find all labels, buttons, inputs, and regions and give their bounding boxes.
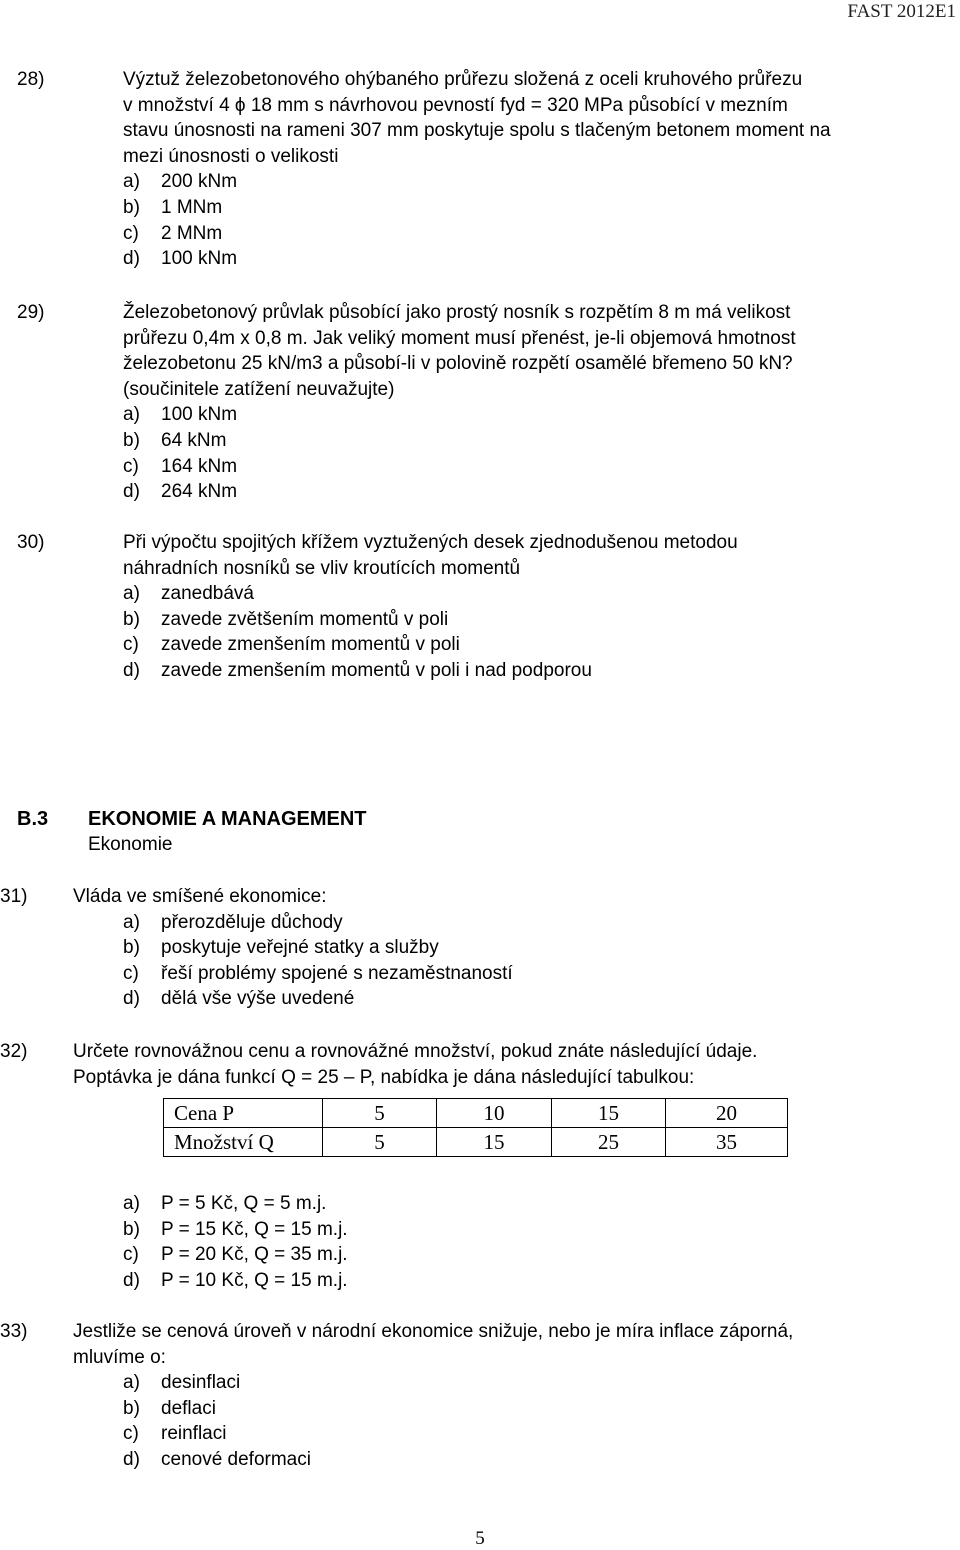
question-text-line: stavu únosnosti na rameni 307 mm poskytuje spolu s tlačeným betonem moment na	[123, 120, 831, 142]
question-body	[73, 1039, 757, 1090]
question-body	[73, 1319, 793, 1473]
answer-option-d: d) cenové deformaci	[123, 1448, 311, 1470]
answer-option-c: c) řeší problémy spojené s nezaměstnaností	[123, 962, 513, 984]
answer-option-a: a) 100 kNm	[123, 404, 238, 426]
question-body	[73, 884, 513, 1012]
answer-option-b: b) poskytuje veřejné statky a služby	[123, 937, 439, 959]
answer-option-c: c) P = 20 Kč, Q = 35 m.j.	[123, 1244, 348, 1266]
question-text-line: Při výpočtu spojitých křížem vyztužených desek zjednodušenou metodou	[123, 532, 738, 553]
table-row	[164, 1099, 788, 1128]
subsection-title: Ekonomie	[88, 834, 173, 855]
page-number: 5	[475, 1528, 485, 1549]
question-text-line: (součinitele zatížení neuvažujte)	[123, 378, 395, 400]
answer-option-a: a) 200 kNm	[123, 171, 238, 193]
answer-option-b: b) P = 15 Kč, Q = 15 m.j.	[123, 1218, 348, 1240]
question-32-options	[123, 1191, 823, 1293]
question-text-line: náhradních nosníků se vliv kroutících momentů	[123, 557, 521, 579]
answer-option-b: b) 64 kNm	[123, 429, 227, 451]
question-number: 28)	[17, 69, 45, 90]
table-cell: 15	[437, 1128, 552, 1157]
question-text-line: mezi únosnosti o velikosti	[123, 145, 339, 167]
question-text-line: v množství 4 ϕ 18 mm s návrhovou pevností fyd = 320 MPa působící v mezním	[123, 94, 788, 116]
table-cell: 35	[666, 1128, 788, 1157]
table-cell: 10	[437, 1099, 552, 1128]
table-cell: 5	[323, 1128, 437, 1157]
question-text-line: železobetonu 25 kN/m3 a působí-li v polovině rozpětí osamělé břemeno 50 kN?	[123, 353, 793, 375]
question-text-line: Železobetonový průvlak působící jako prostý nosník s rozpětím 8 m má velikost	[123, 302, 791, 323]
answer-option-d: d) zavede zmenšením momentů v poli i nad podporou	[123, 659, 592, 681]
question-number: 32)	[0, 1041, 28, 1062]
answer-option-d: d) 264 kNm	[123, 481, 238, 503]
question-text-line: průřezu 0,4m x 0,8 m. Jak veliký moment musí přenést, je-li objemová hmotnost	[123, 327, 796, 349]
question-text-line: mluvíme o:	[73, 1346, 166, 1368]
supply-table	[163, 1098, 788, 1157]
table-row-label: Cena P	[164, 1099, 323, 1128]
table-cell: 5	[323, 1099, 437, 1128]
table-row	[164, 1128, 788, 1157]
table-cell: 25	[552, 1128, 666, 1157]
table-row-label: Množství Q	[164, 1128, 323, 1157]
question-text-line: Vláda ve smíšené ekonomice:	[73, 886, 327, 907]
table-cell: 20	[666, 1099, 788, 1128]
answer-option-b: b) deflaci	[123, 1397, 216, 1419]
question-text-line: Jestliže se cenová úroveň v národní ekonomice snižuje, nebo je míra inflace záporná,	[73, 1321, 794, 1342]
answer-option-d: d) P = 10 Kč, Q = 15 m.j.	[123, 1269, 348, 1291]
answer-option-c: c) reinflaci	[123, 1423, 227, 1445]
answer-option-a: a) P = 5 Kč, Q = 5 m.j.	[123, 1193, 327, 1214]
answer-option-a: a) desinflaci	[123, 1372, 241, 1394]
question-number: 30)	[17, 532, 45, 553]
answer-option-c: c) 164 kNm	[123, 455, 238, 477]
question-body	[123, 530, 738, 684]
answer-option-b: b) zavede zvětšením momentů v poli	[123, 608, 449, 630]
question-text-line: Poptávka je dána funkcí Q = 25 – P, nabídka je dána následující tabulkou:	[73, 1066, 695, 1088]
question-body	[123, 67, 831, 272]
section-title: EKONOMIE A MANAGEMENT	[88, 808, 367, 830]
question-text-line: Výztuž železobetonového ohýbaného průřezu složená z oceli kruhového průřezu	[123, 69, 803, 90]
answer-option-b: b) 1 MNm	[123, 196, 223, 218]
question-text-line: Určete rovnovážnou cenu a rovnovážné množství, pokud znáte následující údaje.	[73, 1041, 758, 1062]
answer-option-c: c) 2 MNm	[123, 222, 223, 244]
answer-option-c: c) zavede zmenšením momentů v poli	[123, 634, 460, 656]
table-cell: 15	[552, 1099, 666, 1128]
page-header: FAST 2012E1	[847, 1, 956, 22]
answer-option-d: d) dělá vše výše uvedené	[123, 988, 355, 1010]
answer-option-a: a) přerozděluje důchody	[123, 911, 343, 933]
question-number: 29)	[17, 302, 45, 323]
question-number: 33)	[0, 1321, 28, 1342]
question-body	[123, 300, 796, 505]
section-code: B.3	[17, 808, 49, 830]
answer-option-a: a) zanedbává	[123, 583, 254, 605]
answer-option-d: d) 100 kNm	[123, 248, 238, 270]
question-number: 31)	[0, 886, 28, 907]
